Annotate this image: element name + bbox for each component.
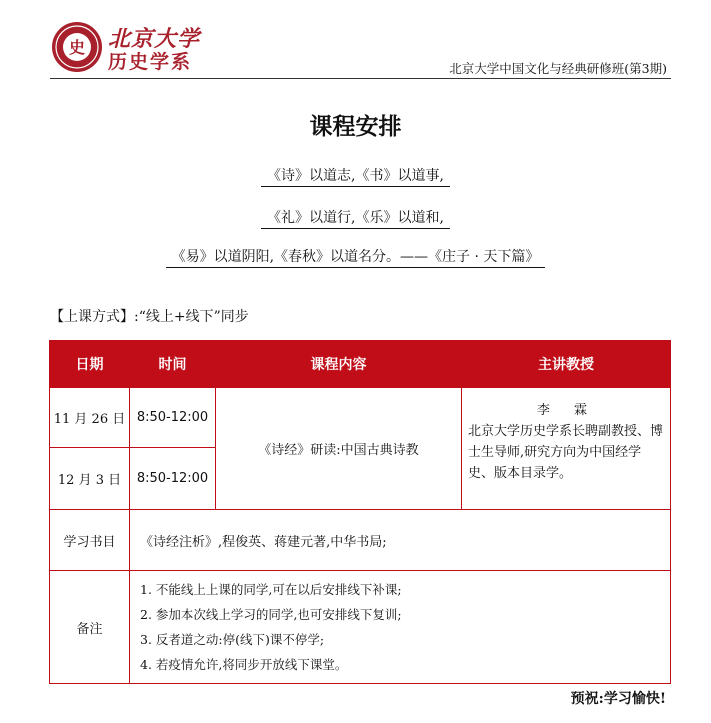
logo-university-name: 北京大学 [108, 26, 201, 52]
professor-name: 李 霖 [536, 403, 598, 418]
session-date: 11 月 26 日 [50, 388, 130, 448]
books-value: 《诗经注析》,程俊英、蒋建元著,中华书局; [130, 510, 671, 571]
note-item: 1. 不能线上上课的同学,可在以后安排线下补课; [140, 582, 402, 597]
department-seal-icon [52, 22, 102, 72]
session-time: 8:50-12:00 [130, 448, 216, 510]
table-row [50, 388, 671, 448]
schedule-table [49, 340, 671, 684]
logo-department-name: 历史学系 [108, 51, 193, 73]
seal-char: 史 [68, 38, 86, 57]
table-row [50, 510, 671, 571]
class-mode: 【上课方式】:“线上+线下”同步 [50, 309, 249, 325]
quote-line-3: 《易》以道阴阳,《春秋》以道名分。——《庄子 · 天下篇》 [0, 246, 711, 266]
header-divider [50, 78, 671, 79]
course-content: 《诗经》研读:中国古典诗教 [216, 388, 462, 510]
professor-description: 北京大学历史学系长聘副教授、博士生导师,研究方向为中国经学史、版本目录学。 [468, 424, 664, 481]
header-date: 日期 [50, 341, 130, 388]
header-content: 课程内容 [216, 341, 462, 388]
closing-wish: 预祝:学习愉快! [570, 691, 666, 707]
notes-label: 备注 [50, 571, 130, 684]
session-time: 8:50-12:00 [130, 388, 216, 448]
quote-line-2: 《礼》以道行,《乐》以道和, [0, 207, 711, 227]
professor-cell [462, 388, 671, 510]
course-series-title: 北京大学中国文化与经典研修班(第3期) [449, 61, 667, 76]
books-label: 学习书目 [50, 510, 130, 571]
page-header [0, 0, 711, 80]
note-item: 3. 反者道之动:停(线下)课不停学; [140, 632, 325, 647]
notes-list [130, 571, 671, 684]
note-item: 2. 参加本次线上学习的同学,也可安排线下复训; [140, 607, 402, 622]
quote-line-1: 《诗》以道志,《书》以道事, [0, 165, 711, 185]
page-title: 课程安排 [309, 114, 402, 140]
header-time: 时间 [130, 341, 216, 388]
header-professor: 主讲教授 [462, 341, 671, 388]
session-date: 12 月 3 日 [50, 448, 130, 510]
note-item: 4. 若疫情允许,将同步开放线下课堂。 [140, 657, 348, 672]
table-row [50, 571, 671, 684]
table-header-row [50, 341, 671, 388]
